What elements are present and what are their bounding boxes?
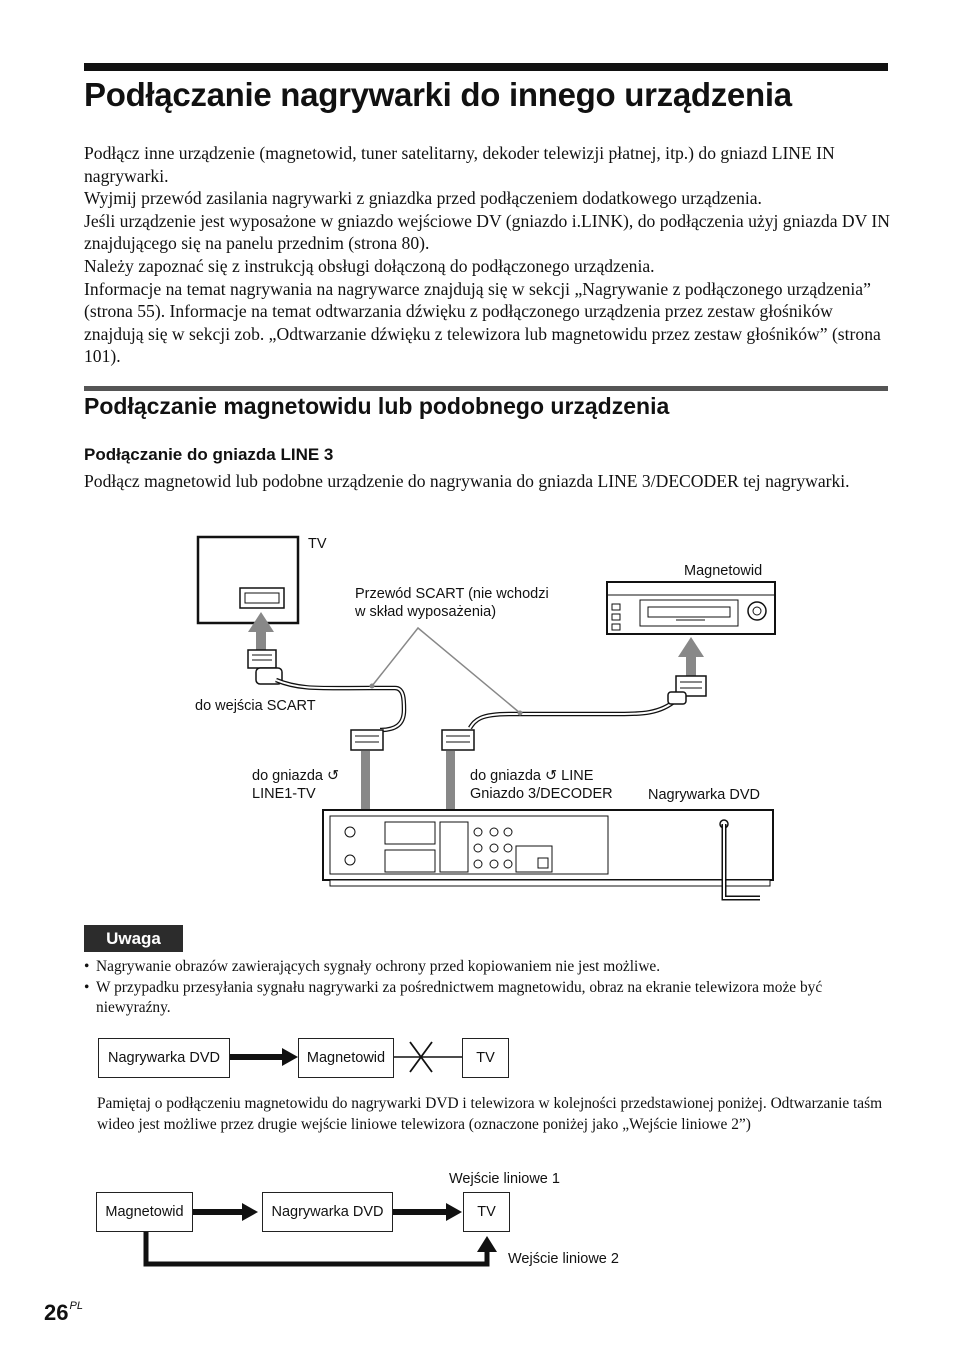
- flow1-tv-box: TV: [462, 1038, 509, 1078]
- page-number-suffix: PL: [69, 1300, 83, 1312]
- note-paragraph: Pamiętaj o podłączeniu magnetowidu do nagrywarki DVD i telewizora w kolejności przedstawionej poniżej. Odtwarzanie taśm wideo jest możliwe przez drugie wejście liniowe telewizora (oznaczone poniżej jako „Wejście liniowe 2”): [97, 1095, 883, 1133]
- flow2-tv-box: TV: [463, 1192, 510, 1232]
- line3-jack-name: Gniazdo 3/DECODER: [470, 786, 613, 802]
- note-item: • W przypadku przesyłania sygnału nagrywarki za pośrednictwem magnetowidu, obraz na ekranie telewizora może być niewyraźny.: [84, 978, 890, 1019]
- note-list: [84, 957, 890, 1019]
- page-title: Podłączanie nagrywarki do innego urządzenia: [84, 76, 792, 113]
- line-input-1-label: Wejście liniowe 1: [449, 1171, 560, 1187]
- flow2-recorder-box: Nagrywarka DVD: [262, 1192, 393, 1232]
- scart-plug-vcr-icon: [668, 676, 706, 704]
- note-badge: Uwaga: [84, 925, 183, 952]
- scart-plug-line3-icon: [442, 730, 474, 750]
- input-arrow-icon: ↺: [326, 768, 340, 784]
- arrow-to-vcr-icon: [678, 637, 704, 676]
- page-number-value: 26: [44, 1300, 69, 1325]
- line1-jack-name: LINE1-TV: [252, 786, 316, 802]
- scart-input-label: do wejścia SCART: [195, 698, 316, 714]
- page-number: [44, 1300, 83, 1326]
- note-item: • Nagrywanie obrazów zawierających sygnały ochrony przed kopiowaniem nie jest możliwe.: [84, 957, 890, 978]
- line-input-2-label: Wejście liniowe 2: [508, 1251, 619, 1267]
- flow2-return-line: [146, 1230, 497, 1264]
- vcr-illustration: [607, 582, 775, 634]
- scart-plug-line1-icon: [351, 730, 383, 750]
- line3-jack-text: do gniazda: [470, 768, 541, 784]
- subsection-heading: Podłączanie do gniazda LINE 3: [84, 445, 334, 464]
- vcr-label: Magnetowid: [684, 563, 763, 579]
- section-heading: Podłączanie magnetowidu lub podobnego urządzenia: [84, 393, 670, 419]
- section-text: Podłącz magnetowid lub podobne urządzenie do nagrywania do gniazda LINE 3/DECODER tej nagrywarki.: [84, 471, 850, 491]
- flow1-recorder-box: Nagrywarka DVD: [98, 1038, 230, 1078]
- line1-jack-label: [252, 767, 339, 803]
- input-arrow-icon: ↺: [544, 768, 558, 784]
- intro-paragraph: Wyjmij przewód zasilania nagrywarki z gniazdka przed podłączeniem dodatkowego urządzenia.: [84, 188, 762, 209]
- intro-paragraph: Informacje na temat nagrywania na nagrywarce znajdują się w sekcji „Nagrywanie z podłączonego urządzenia” (strona 55). Informacje na temat odtwarzania dźwięku z podłączonego urządzenia przez zestaw głośników znajdują się w sekcji zob. „Odtwarzanie dźwięku z telewizora lub magnetowidu przez zestaw głośników” (strona 101).: [84, 278, 881, 367]
- flow1-vcr-box: Magnetowid: [298, 1038, 394, 1078]
- cable-label: [355, 585, 549, 621]
- tv-illustration: [198, 537, 298, 623]
- intro-paragraph: Jeśli urządzenie jest wyposażone w gniazdo wejściowe DV (gniazdo i.LINK), do podłączenia użyj gniazda DV IN znajdującego się na panelu przednim (strona 80).: [84, 210, 890, 254]
- intro-paragraph: Należy zapoznać się z instrukcją obsługi dołączoną do podłączonego urządzenia.: [84, 255, 655, 276]
- flow1-blocked-arrow-icon: [393, 1042, 462, 1072]
- line3-jack-label: [470, 767, 613, 803]
- recorder-label: Nagrywarka DVD: [648, 787, 760, 803]
- line1-jack-text: do gniazda: [252, 768, 323, 784]
- tv-label: TV: [308, 536, 327, 552]
- intro-paragraph: Podłącz inne urządzenie (magnetowid, tuner satelitarny, dekoder telewizji płatnej, itp.) do gniazd LINE IN nagrywarki.: [84, 143, 835, 186]
- dvd-recorder-rear-panel: [323, 810, 773, 886]
- cable-label-line: Przewód SCART (nie wchodzi: [355, 586, 549, 602]
- flow2-vcr-box: Magnetowid: [96, 1192, 193, 1232]
- cable-label-line: w skład wyposażenia): [355, 604, 497, 620]
- line3-jack-text: LINE: [561, 768, 594, 784]
- flow1-arrow-icon: [230, 1048, 298, 1066]
